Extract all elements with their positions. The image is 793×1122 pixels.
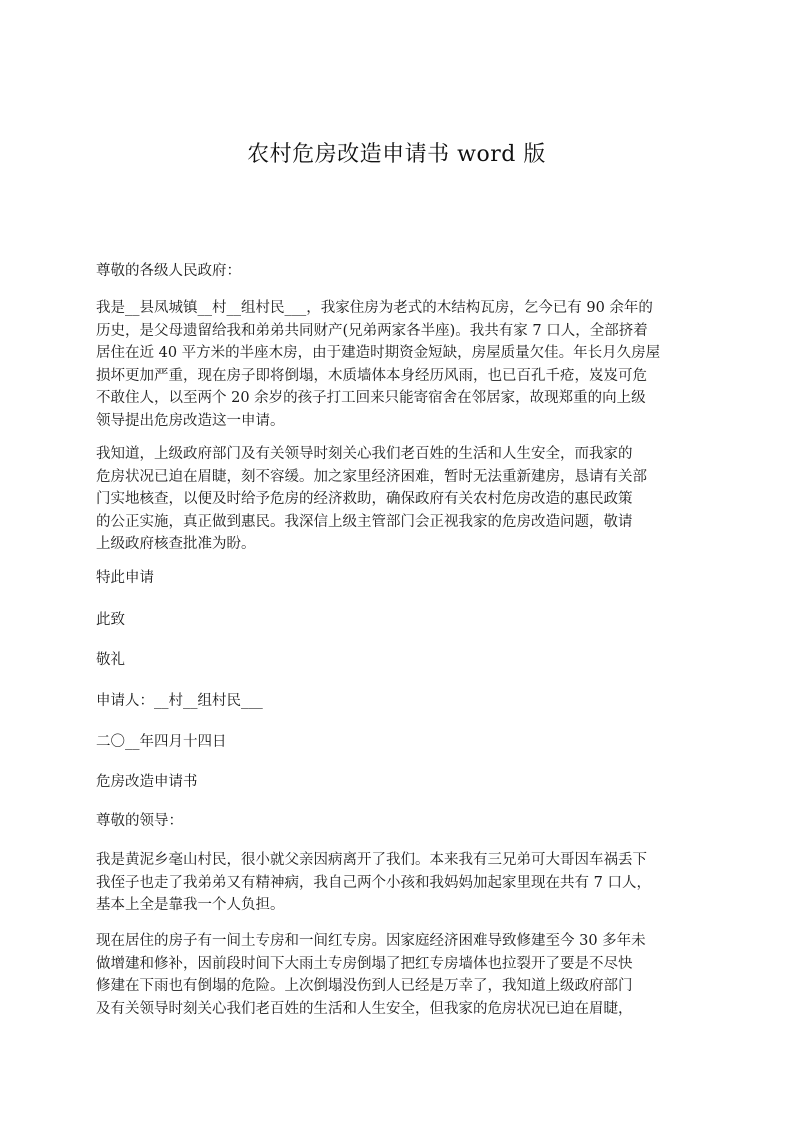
paragraph-3-line: 基本上全是靠我一个人负担。	[96, 897, 285, 913]
closing-to: 此致	[96, 612, 125, 628]
salutation-leaders: 尊敬的领导：	[96, 813, 183, 829]
paragraph-2-line: 危房状况已迫在眉睫，刻不容缓。加之家里经济困难，暂时无法重新建房，恳请有关部	[96, 468, 647, 485]
paragraph-1-line: 损坏更加严重，现在房子即将倒塌，木质墙体本身经历风雨，也已百孔千疮，岌岌可危	[96, 367, 647, 384]
paragraph-3	[96, 849, 706, 917]
paragraph-4	[96, 930, 706, 1020]
paragraph-3-line: 我侄子也走了我弟弟又有精神病，我自己两个小孩和我妈妈加起家里现在共有 7 口人，	[96, 874, 651, 891]
paragraph-2-line: 上级政府核查批准为盼。	[96, 536, 256, 552]
closing-salute: 敬礼	[96, 652, 125, 668]
paragraph-1-line: 领导提出危房改造这一申请。	[96, 412, 285, 429]
paragraph-1-line: 我是__县凤城镇__村__组村民___，我家住房为老式的木结构瓦房，乞今已有 90 余年的	[96, 300, 653, 316]
applicant-line: 申请人：__村__组村民___	[96, 693, 263, 709]
document-title: 农村危房改造申请书 word 版	[247, 142, 546, 167]
paragraph-4-line: 现在居住的房子有一间土专房和一间红专房。因家庭经济困难导致修建至今 30 多年未	[96, 933, 646, 949]
paragraph-1-line: 不敢住人，以至两个 20 余岁的孩子打工回来只能寄宿舍在邻居家，故现郑重的向上级	[96, 390, 646, 406]
closing-request: 特此申请	[96, 570, 154, 586]
paragraph-1-line: 历史，是父母遗留给我和弟弟共同财产(兄弟两家各半座)。我共有家 7 口人，全部挤着	[96, 322, 648, 339]
second-letter-title: 危房改造申请书	[96, 774, 198, 790]
paragraph-1	[96, 297, 706, 432]
paragraph-2-line: 门实地核查，以便及时给予危房的经济救助，确保政府有关农村危房改造的惠民政策	[96, 491, 633, 507]
paragraph-3-line: 我是黄泥乡毫山村民，很小就父亲因病离开了我们。本来我有三兄弟可大哥因车祸丢下	[96, 852, 647, 868]
paragraph-4-line: 及有关领导时刻关心我们老百姓的生活和人生安全，但我家的危房状况已迫在眉睫，	[96, 1000, 633, 1017]
paragraph-2-line: 我知道，上级政府部门及有关领导时刻关心我们老百姓的生活和人生安全，而我家的	[96, 446, 633, 462]
paragraph-4-line: 做增建和修补，因前段时间下大雨土专房倒塌了把红专房墙体也拉裂开了要是不尽快	[96, 955, 633, 972]
paragraph-2-line: 的公正实施，真正做到惠民。我深信上级主管部门会正视我家的危房改造问题，敬请	[96, 513, 633, 530]
paragraph-1-line: 居住在近 40 平方米的半座木房，由于建造时期资金短缺，房屋质量欠佳。年长月久房屋	[96, 345, 661, 361]
paragraph-2	[96, 443, 706, 556]
paragraph-4-line: 修建在下雨也有倒塌的危险。上次倒塌没伤到人已经是万幸了，我知道上级政府部门	[96, 978, 633, 994]
date-line: 二〇__年四月十四日	[96, 734, 227, 750]
salutation-government: 尊敬的各级人民政府：	[96, 263, 241, 279]
